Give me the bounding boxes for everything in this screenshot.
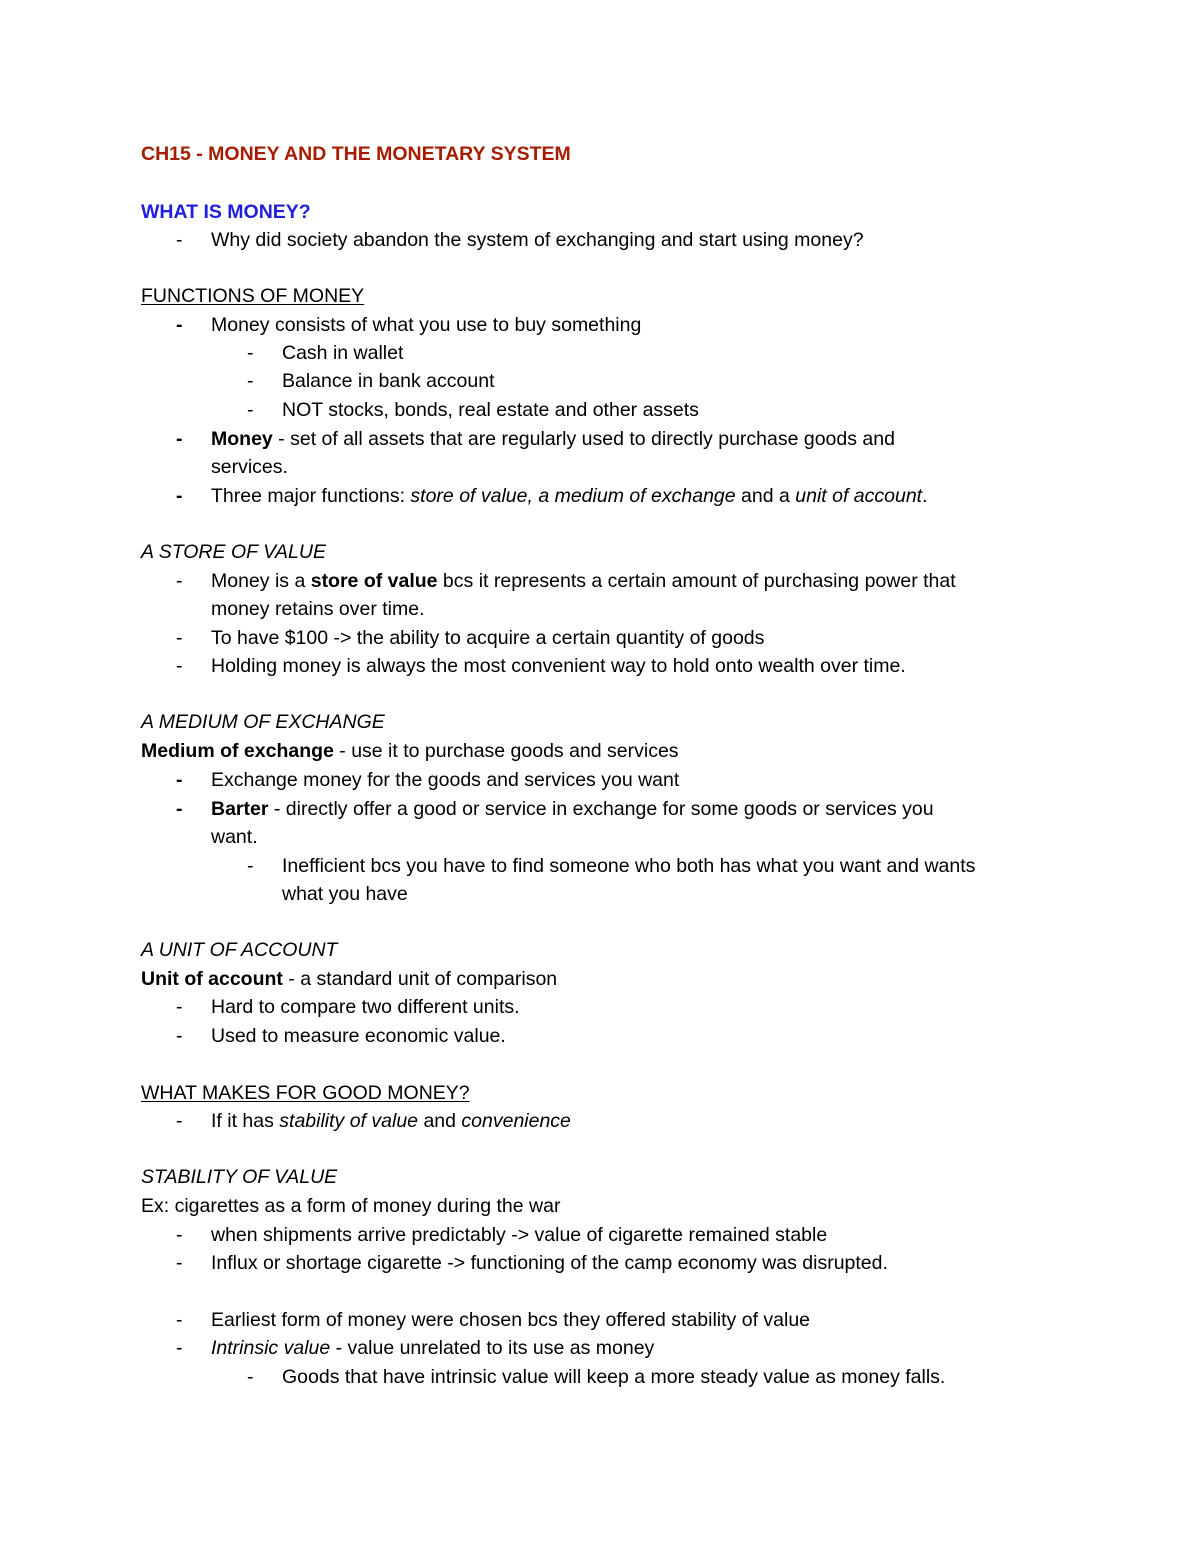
- list-item: [211, 569, 956, 593]
- bullet-dash: -: [176, 769, 183, 791]
- list-item-continuation: want.: [211, 826, 258, 848]
- definition-line: [141, 967, 557, 991]
- bullet-dash: -: [247, 370, 254, 392]
- list-item: [211, 1109, 571, 1133]
- bullet-dash: -: [247, 855, 254, 877]
- bullet-dash: -: [176, 229, 183, 251]
- section-heading-what-is-money: WHAT IS MONEY?: [141, 201, 311, 223]
- text-run: Three major functions:: [211, 485, 411, 507]
- list-item-continuation: services.: [211, 456, 288, 478]
- section-heading-medium: A MEDIUM OF EXCHANGE: [141, 711, 385, 733]
- list-item: Why did society abandon the system of exchanging and start using money?: [211, 229, 864, 251]
- bullet-dash: -: [247, 342, 254, 364]
- example-line: Ex: cigarettes as a form of money during the war: [141, 1195, 561, 1217]
- list-item: [211, 1336, 654, 1360]
- text-run: .: [922, 485, 928, 507]
- list-item: [211, 427, 895, 451]
- text-run: and: [418, 1110, 462, 1132]
- list-item-continuation: money retains over time.: [211, 598, 425, 620]
- bullet-dash: -: [247, 399, 254, 421]
- term: Unit of account: [141, 968, 283, 990]
- section-heading-store: A STORE OF VALUE: [141, 541, 326, 563]
- definition: - a standard unit of comparison: [282, 968, 558, 990]
- list-item: Earliest form of money were chosen bcs they offered stability of value: [211, 1309, 811, 1331]
- list-item: when shipments arrive predictably -> value of cigarette remained stable: [211, 1224, 828, 1246]
- text-run: and a: [735, 485, 796, 507]
- definition: - use it to purchase goods and services: [333, 740, 679, 762]
- text-run: If it has: [211, 1110, 280, 1132]
- page-title: CH15 - MONEY AND THE MONETARY SYSTEM: [141, 143, 571, 165]
- text-run: store of value, a medium of exchange: [410, 485, 736, 507]
- section-heading-good-money: WHAT MAKES FOR GOOD MONEY?: [141, 1082, 470, 1104]
- list-item: Used to measure economic value.: [211, 1025, 506, 1047]
- bullet-dash: -: [247, 1366, 254, 1388]
- list-item: NOT stocks, bonds, real estate and other assets: [282, 399, 699, 421]
- bullet-dash: -: [176, 798, 183, 820]
- definition: - directly offer a good or service in exchange for some goods or services you: [268, 798, 934, 820]
- term: Money: [211, 428, 273, 450]
- term: Intrinsic value: [211, 1337, 331, 1359]
- bullet-dash: -: [176, 1252, 183, 1274]
- text-run: convenience: [461, 1110, 571, 1132]
- bullet-dash: -: [176, 314, 183, 336]
- bullet-dash: -: [176, 1337, 183, 1359]
- definition: - value unrelated to its use as money: [330, 1337, 655, 1359]
- bullet-dash: -: [176, 627, 183, 649]
- bullet-dash: -: [176, 655, 183, 677]
- bullet-dash: -: [176, 570, 183, 592]
- list-item: Holding money is always the most convenient way to hold onto wealth over time.: [211, 655, 906, 677]
- text-run: Money is a: [211, 570, 311, 592]
- bullet-dash: -: [176, 1224, 183, 1246]
- list-item: Balance in bank account: [282, 370, 495, 392]
- text-run: stability of value: [279, 1110, 419, 1132]
- list-item-continuation: what you have: [282, 883, 408, 905]
- bullet-dash: -: [176, 1025, 183, 1047]
- term: store of value: [310, 570, 438, 592]
- bullet-dash: -: [176, 485, 183, 507]
- section-heading-functions: FUNCTIONS OF MONEY: [141, 285, 365, 307]
- bullet-dash: -: [176, 1110, 183, 1132]
- text-run: unit of account: [795, 485, 923, 507]
- list-item: Hard to compare two different units.: [211, 996, 520, 1018]
- term: Barter: [211, 798, 269, 820]
- list-item: Cash in wallet: [282, 342, 404, 364]
- list-item: Goods that have intrinsic value will keep a more steady value as money falls.: [282, 1366, 946, 1388]
- definition: - set of all assets that are regularly used to directly purchase goods and: [272, 428, 895, 450]
- list-item: Influx or shortage cigarette -> functioning of the camp economy was disrupted.: [211, 1252, 888, 1274]
- section-heading-stability: STABILITY OF VALUE: [141, 1166, 338, 1188]
- bullet-dash: -: [176, 428, 183, 450]
- term: Medium of exchange: [141, 740, 334, 762]
- bullet-dash: -: [176, 1309, 183, 1331]
- text-run: bcs it represents a certain amount of purchasing power that: [437, 570, 956, 592]
- list-item: [211, 484, 928, 508]
- list-item: To have $100 -> the ability to acquire a certain quantity of goods: [211, 627, 765, 649]
- list-item: [211, 797, 934, 821]
- list-item: Inefficient bcs you have to find someone who both has what you want and wants: [282, 855, 976, 877]
- definition-line: [141, 739, 679, 763]
- bullet-dash: -: [176, 996, 183, 1018]
- section-heading-unit: A UNIT OF ACCOUNT: [141, 939, 338, 961]
- list-item: Money consists of what you use to buy something: [211, 314, 642, 336]
- list-item: Exchange money for the goods and services you want: [211, 769, 680, 791]
